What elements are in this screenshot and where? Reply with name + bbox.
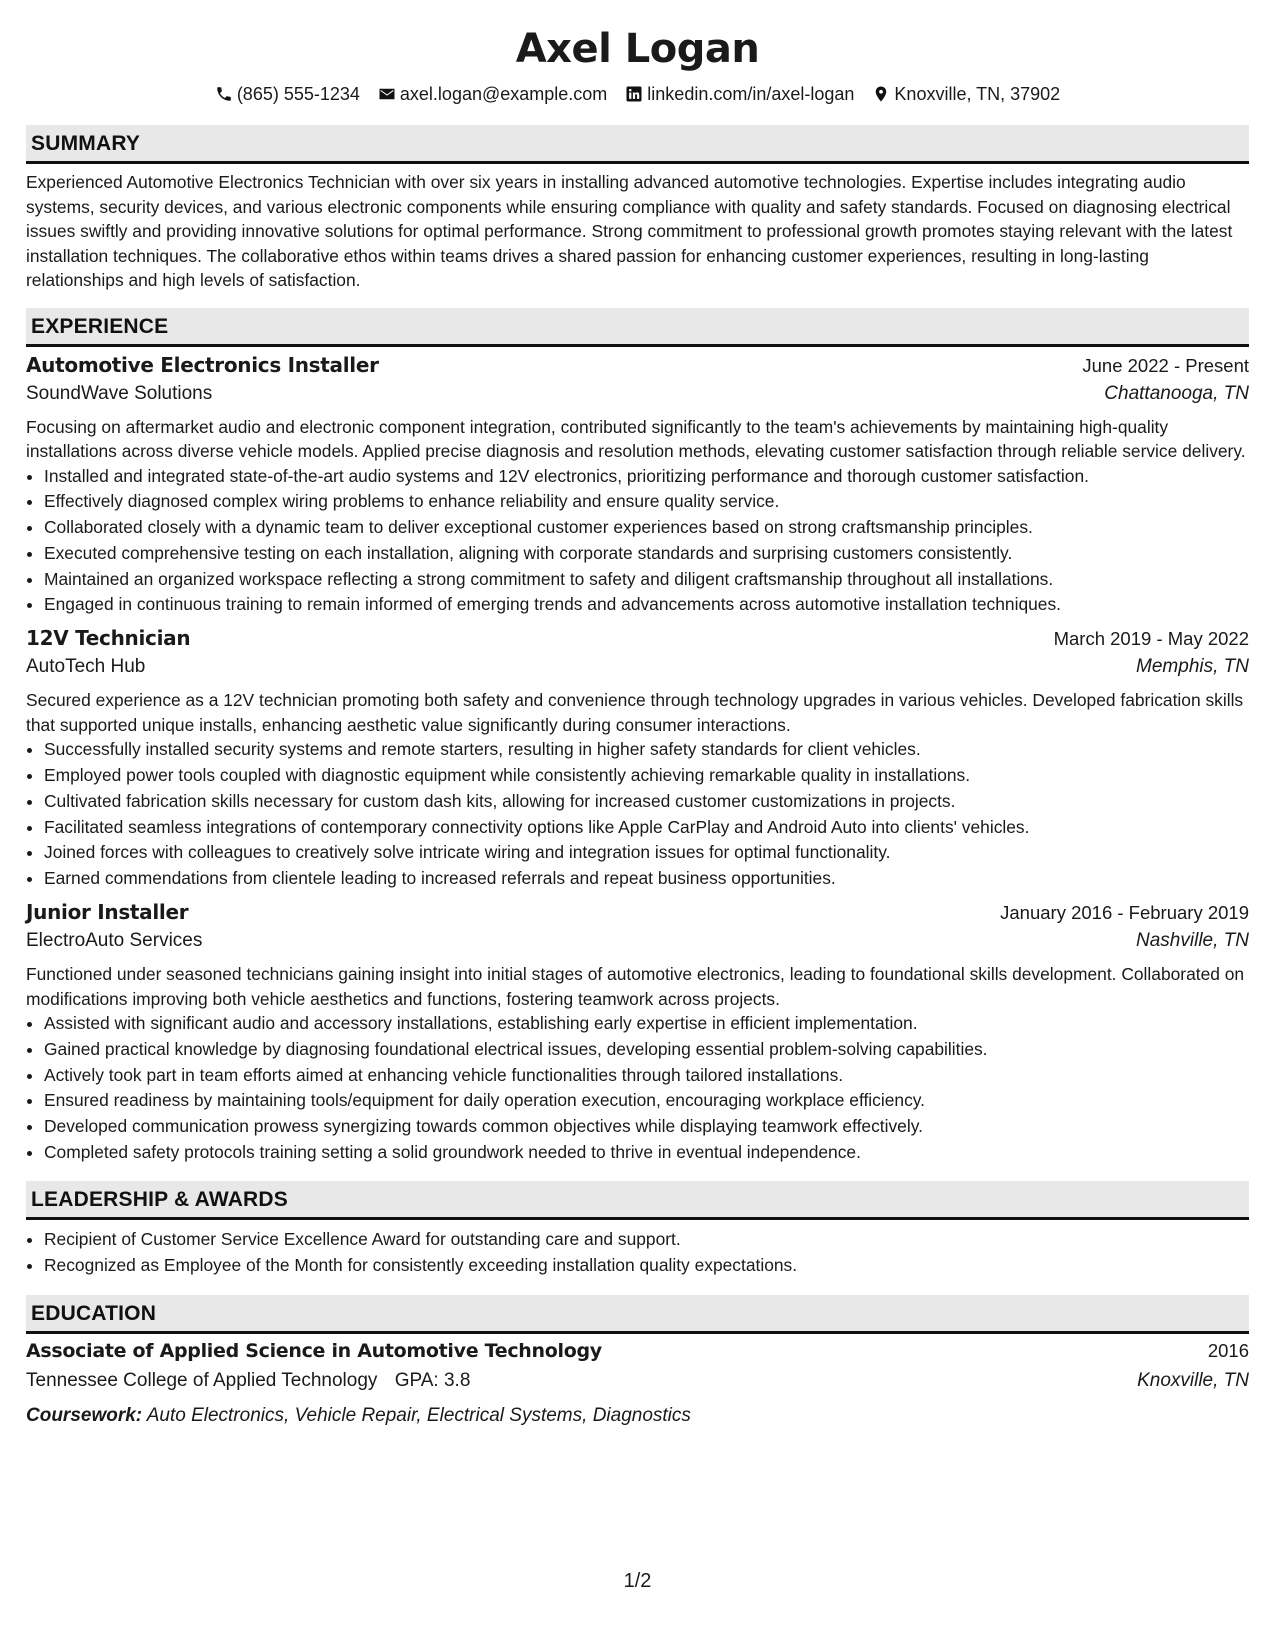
list-item: • Facilitated seamless integrations of contemporary connectivity options like Apple CarPlay and Android Auto into clients' vehicles. <box>44 815 1249 841</box>
linkedin-icon <box>625 85 643 103</box>
job-dates: January 2016 - February 2019 <box>1000 902 1249 924</box>
job-entry <box>26 900 1249 1166</box>
contact-linkedin[interactable] <box>625 82 854 106</box>
job-description: Focusing on aftermarket audio and electronic component integration, contributed significantly to the team's achievements by maintaining high-quality installations across diverse vehicle models. Applied precise diagnosis and resolution methods, elevating customer satisfaction through reliable service delivery. <box>26 416 1246 461</box>
phone-icon <box>215 85 233 103</box>
gpa: GPA: 3.8 <box>394 1370 471 1392</box>
job-location: Nashville, TN <box>1136 930 1249 952</box>
experience-heading: EXPERIENCE <box>26 308 1249 347</box>
list-item: • Recipient of Customer Service Excellence Award for outstanding care and support. <box>44 1227 1249 1253</box>
list-item: • Installed and integrated state-of-the-art audio systems and 12V electronics, prioritizing performance and thorough customer satisfaction. <box>44 464 1249 490</box>
coursework-label: Coursework: <box>26 1405 143 1427</box>
school-name: Tennessee College of Applied Technology <box>26 1370 378 1392</box>
coursework-list: Auto Electronics, Vehicle Repair, Electrical Systems, Diagnostics <box>146 1405 691 1427</box>
candidate-name: Axel Logan <box>515 26 760 72</box>
list-item: • Maintained an organized workspace reflecting a strong commitment to safety and diligent craftsmanship throughout all installations. <box>44 567 1249 593</box>
list-item: • Engaged in continuous training to remain informed of emerging trends and advancements across automotive installation techniques. <box>44 592 1249 618</box>
leadership-heading: LEADERSHIP & AWARDS <box>26 1181 1249 1220</box>
job-bullets <box>26 464 1249 619</box>
job-title: 12V Technician <box>26 626 191 651</box>
phone-text: (865) 555-1234 <box>236 84 360 104</box>
resume-page <box>26 0 1249 1431</box>
list-item: • Assisted with significant audio and accessory installations, establishing early expertise in efficient implementation. <box>44 1011 1249 1037</box>
company-name: SoundWave Solutions <box>26 382 213 404</box>
list-item: • Executed comprehensive testing on each installation, aligning with corporate standards and surprising customers consistently. <box>44 541 1249 567</box>
job-dates: June 2022 - Present <box>1082 354 1249 376</box>
page-number: 1/2 <box>623 1570 652 1592</box>
job-dates: March 2019 - May 2022 <box>1053 628 1249 650</box>
list-item: • Cultivated fabrication skills necessary for custom dash kits, allowing for increased customer customizations in projects. <box>44 789 1249 815</box>
graduation-year: 2016 <box>1207 1340 1249 1362</box>
job-description: Secured experience as a 12V technician promoting both safety and convenience through technology upgrades in various vehicles. Developed fabrication skills that supported unique installs, enhancing aesthetic value significantly during consumer interactions. <box>26 690 1244 735</box>
list-item: • Ensured readiness by maintaining tools/equipment for daily operation execution, encouraging workplace efficiency. <box>44 1088 1249 1114</box>
summary-heading: SUMMARY <box>26 125 1249 164</box>
contact-bar <box>26 82 1249 106</box>
summary-text: Experienced Automotive Electronics Technician with over six years in installing advanced automotive technologies. Expertise includes integrating audio systems, security devices, and various electronic components while ensuring compliance with quality and safety standards. Focused on diagnosing electrical issues swiftly and providing innovative solutions for optimal performance. Strong commitment to professional growth promotes staying relevant with the latest installation techniques. The collaborative ethos within teams drives a shared passion for enhancing customer experiences, resulting in long-lasting relationships and high levels of satisfaction. <box>26 172 1233 290</box>
list-item: • Developed communication prowess synergizing towards common objectives while displaying teamwork effectively. <box>44 1114 1249 1140</box>
list-item: • Completed safety protocols training setting a solid groundwork needed to thrive in eventual independence. <box>44 1140 1249 1166</box>
list-item: • Successfully installed security systems and remote starters, resulting in higher safety standards for client vehicles. <box>44 737 1249 763</box>
job-bullets <box>26 1011 1249 1166</box>
job-entry <box>26 626 1249 892</box>
contact-location <box>872 82 1060 106</box>
job-entry <box>26 353 1249 619</box>
job-title: Junior Installer <box>26 900 189 925</box>
coursework <box>26 1401 1249 1431</box>
job-bullets <box>26 737 1249 892</box>
list-item: • Effectively diagnosed complex wiring problems to enhance reliability and ensure quality service. <box>44 489 1249 515</box>
education-heading: EDUCATION <box>26 1295 1249 1334</box>
list-item: • Recognized as Employee of the Month for consistently exceeding installation quality expectations. <box>44 1253 1249 1279</box>
location-text: Knoxville, TN, 37902 <box>894 84 1061 104</box>
company-name: ElectroAuto Services <box>26 930 203 952</box>
list-item: • Earned commendations from clientele leading to increased referrals and repeat business opportunities. <box>44 866 1249 892</box>
job-description: Functioned under seasoned technicians gaining insight into initial stages of automotive electronics, leading to foundational skills development. Collaborated on modifications improving both vehicle aesthetics and functions, fostering teamwork across projects. <box>26 964 1245 1009</box>
school-location: Knoxville, TN <box>1137 1370 1249 1392</box>
contact-email[interactable] <box>378 82 607 106</box>
contact-phone <box>215 82 360 106</box>
linkedin-text: linkedin.com/in/axel-logan <box>647 84 855 104</box>
list-item: • Employed power tools coupled with diagnostic equipment while consistently achieving remarkable quality in installations. <box>44 763 1249 789</box>
job-title: Automotive Electronics Installer <box>26 352 379 377</box>
awards-list <box>26 1227 1249 1279</box>
list-item: • Gained practical knowledge by diagnosing foundational electrical issues, developing essential problem-solving capabilities. <box>44 1037 1249 1063</box>
job-location: Memphis, TN <box>1136 656 1249 678</box>
envelope-icon <box>378 85 396 103</box>
list-item: • Joined forces with colleagues to creatively solve intricate wiring and integration issues for optimal functionality. <box>44 840 1249 866</box>
list-item: • Collaborated closely with a dynamic team to deliver exceptional customer experiences based on strong craftsmanship principles. <box>44 515 1249 541</box>
company-name: AutoTech Hub <box>26 656 146 678</box>
job-location: Chattanooga, TN <box>1104 382 1249 404</box>
email-text: axel.logan@example.com <box>399 84 608 104</box>
education-entry <box>26 1340 1249 1431</box>
list-item: • Actively took part in team efforts aimed at enhancing vehicle functionalities through tailored installations. <box>44 1063 1249 1089</box>
map-marker-icon <box>872 85 890 103</box>
degree-title: Associate of Applied Science in Automotive Technology <box>26 1340 602 1363</box>
